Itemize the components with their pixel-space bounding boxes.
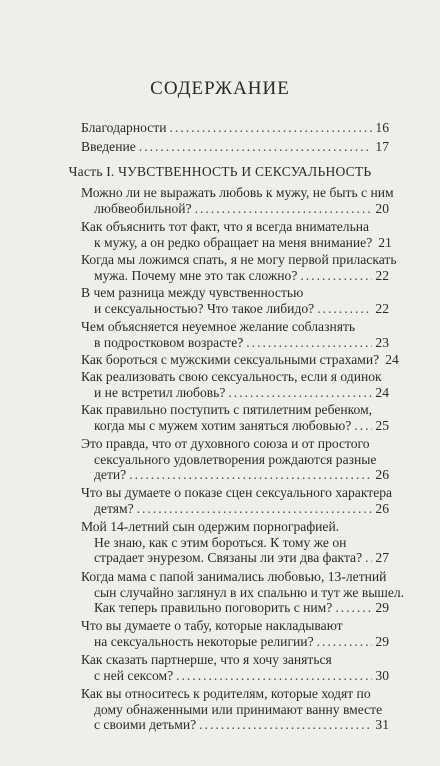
toc-line: и сексуальностью? Что такое либидо? bbox=[94, 300, 315, 316]
leader-dots bbox=[354, 418, 372, 434]
part-heading: Часть I. ЧУВСТВЕННОСТЬ И СЕКСУАЛЬНОСТЬ bbox=[68, 164, 372, 179]
toc-entry bbox=[81, 686, 389, 733]
toc-entry bbox=[81, 485, 393, 516]
page-title: СОДЕРЖАНИЕ bbox=[150, 78, 290, 99]
toc-entry bbox=[81, 285, 389, 316]
leader-dots bbox=[139, 139, 373, 155]
toc-line: В чем разница между чувственностью bbox=[81, 285, 304, 300]
page-number: 24 bbox=[375, 384, 389, 400]
toc-line: Как бороться с мужскими сексуальными страхами? bbox=[81, 352, 380, 367]
page-number: 26 bbox=[375, 500, 389, 516]
toc-line: Как теперь правильно поговорить с ним? bbox=[94, 600, 333, 616]
page-number: 21 bbox=[378, 234, 392, 250]
toc-line: Это правда, что от духовного союза и от простого bbox=[81, 436, 370, 451]
toc-line: Как правильно поступить с пятилетним ребенком, bbox=[81, 402, 373, 417]
toc-line: дому обнаженными или принимают ванну вместе bbox=[94, 701, 383, 717]
page-number: 25 bbox=[375, 417, 389, 433]
leader-dots bbox=[365, 550, 372, 566]
toc-line: Как реализовать свою сексуальность, если я одинок bbox=[81, 369, 382, 384]
toc-line: Как объяснить тот факт, что я всегда внимательна bbox=[81, 219, 370, 234]
toc-line: детям? bbox=[94, 500, 134, 516]
leader-dots bbox=[246, 335, 372, 351]
toc-line: дети? bbox=[94, 467, 127, 483]
page-number: 29 bbox=[375, 633, 389, 649]
toc-line: мужа. Почему мне это так сложно? bbox=[94, 267, 298, 283]
toc-line: Не знаю, как с этим бороться. К тому же он bbox=[94, 534, 347, 550]
toc-line: с своими детьми? bbox=[94, 717, 197, 733]
toc-line: когда мы с мужем хотим заняться любовью? bbox=[94, 417, 352, 433]
toc-entry-introduction bbox=[81, 139, 389, 155]
leader-dots bbox=[335, 600, 372, 616]
page-number: 16 bbox=[375, 120, 389, 135]
leader-dots bbox=[195, 201, 373, 217]
toc-line: Как вы относитесь к родителям, которые ходят по bbox=[81, 686, 371, 701]
toc-entry bbox=[81, 519, 389, 566]
page-number: 31 bbox=[375, 717, 389, 733]
toc-line: сексуального удовлетворения рождаются разные bbox=[94, 451, 377, 467]
toc-line: Как сказать партнерше, что я хочу заняться bbox=[81, 652, 332, 667]
toc-line: Что вы думаете о показе сцен сексуального характера bbox=[81, 485, 393, 500]
page-number: 24 bbox=[385, 352, 399, 367]
page-number: 23 bbox=[375, 334, 389, 350]
toc-entry bbox=[81, 319, 389, 350]
leader-dots bbox=[176, 668, 372, 684]
toc-entry bbox=[81, 436, 389, 483]
toc-line: в подростковом возрасте? bbox=[94, 334, 244, 350]
toc-line: Можно ли не выражать любовь к мужу, не быть с ним bbox=[81, 185, 394, 200]
toc-line: на сексуальность некоторые религии? bbox=[94, 633, 314, 649]
toc-line: с ней сексом? bbox=[94, 667, 174, 683]
toc-line: сын случайно заглянул в их спальню и тут же вышел. bbox=[94, 584, 405, 600]
toc-line: и не встретил любовь? bbox=[94, 384, 226, 400]
leader-dots bbox=[170, 120, 373, 136]
toc-entry bbox=[81, 352, 399, 368]
page-number: 27 bbox=[375, 550, 389, 566]
toc-entry-acknowledgements bbox=[81, 120, 389, 136]
leader-dots bbox=[228, 385, 372, 401]
toc-entry bbox=[81, 618, 389, 649]
page-number: 30 bbox=[375, 667, 389, 683]
leader-dots bbox=[199, 717, 372, 733]
leader-dots bbox=[129, 467, 372, 483]
page-number: 17 bbox=[375, 139, 389, 154]
toc-line: страдает энурезом. Связаны ли эти два факта? bbox=[94, 550, 363, 566]
toc-line: Что вы думаете о табу, которые накладывают bbox=[81, 618, 343, 633]
toc-entry bbox=[81, 402, 389, 433]
toc-entry-text: Благодарности bbox=[81, 120, 167, 135]
leader-dots bbox=[300, 268, 372, 284]
toc-entry-text: Введение bbox=[81, 139, 136, 154]
toc-line: Когда мама с папой занимались любовью, 13-летний bbox=[81, 569, 387, 584]
page-number: 22 bbox=[375, 300, 389, 316]
toc-entry bbox=[81, 652, 389, 683]
page-number: 26 bbox=[375, 467, 389, 483]
toc-line: Чем объясняется неуемное желание соблазнять bbox=[81, 319, 356, 334]
toc-entry bbox=[81, 185, 394, 216]
page-number: 20 bbox=[375, 200, 389, 216]
leader-dots bbox=[317, 634, 373, 650]
toc-entry bbox=[81, 252, 397, 283]
toc-entry bbox=[81, 369, 389, 400]
toc-line: Когда мы ложимся спать, я не могу первой приласкать bbox=[81, 252, 397, 267]
toc-line: к мужу, а он редко обращает на меня внимание? bbox=[94, 234, 373, 250]
page-number: 29 bbox=[375, 600, 389, 616]
page-number: 22 bbox=[375, 267, 389, 283]
toc-entry bbox=[81, 219, 392, 250]
toc-line: любвеобильной? bbox=[94, 200, 192, 216]
leader-dots bbox=[137, 501, 373, 517]
leader-dots bbox=[317, 301, 372, 317]
toc-entry bbox=[81, 569, 405, 616]
toc-line: Мой 14-летний сын одержим порнографией. bbox=[81, 519, 340, 534]
